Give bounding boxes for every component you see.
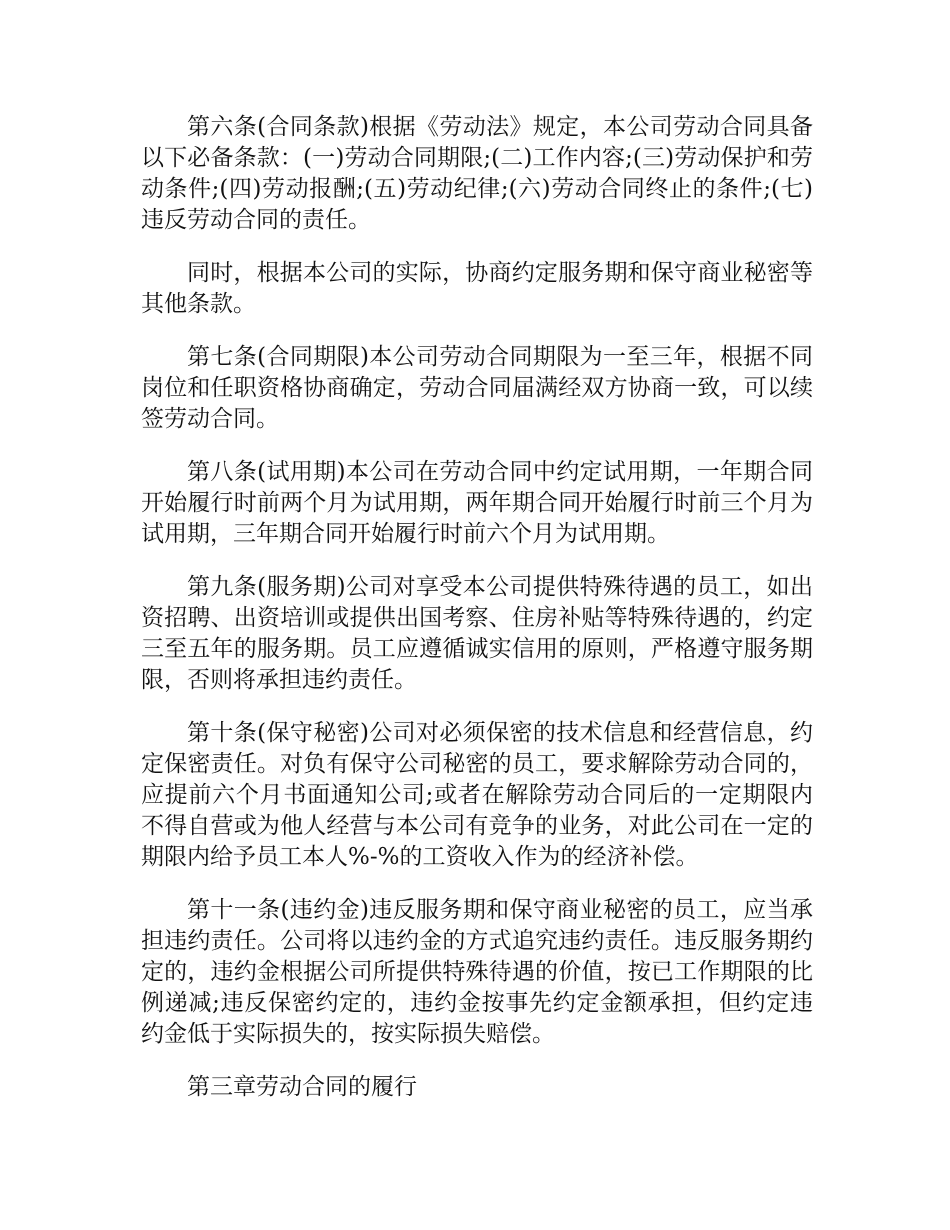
paragraph-article-9: 第九条(服务期)公司对享受本公司提供特殊待遇的员工，如出资招聘、出资培训或提供出国考察、住房补贴等特殊待遇的，约定三至五年的服务期。员工应遵循诚实信用的原则，严格遵守服务期限，否则将承担违约责任。: [141, 574, 813, 693]
chapter-heading: 第三章劳动合同的履行: [187, 1074, 417, 1100]
paragraph-article-6: 第六条(合同条款)根据《劳动法》规定，本公司劳动合同具备以下必备条款：(一)劳动合同期限;(二)工作内容;(三)劳动保护和劳动条件;(四)劳动报酬;(五)劳动纪律;(六)劳动合同终止的条件;(七)违反劳动合同的责任。: [141, 114, 813, 233]
paragraph-article-11: 第十一条(违约金)违反服务期和保守商业秘密的员工，应当承担违约责任。公司将以违约金的方式追究违约责任。违反服务期约定的，违约金根据公司所提供特殊待遇的价值，按已工作期限的比例递减;违反保密约定的，违约金按事先约定金额承担，但约定违约金低于实际损失的，按实际损失赔偿。: [141, 897, 813, 1047]
document-body: [141, 112, 813, 1125]
paragraph-article-10: 第十条(保守秘密)公司对必须保密的技术信息和经营信息，约定保密责任。对负有保守公司秘密的员工，要求解除劳动合同的，应提前六个月书面通知公司;或者在解除劳动合同后的一定期限内不得自营或为他人经营与本公司有竞争的业务，对此公司在一定的期限内给予员工本人%-%的工资收入作为的经济补偿。: [141, 720, 813, 870]
paragraph-additional-terms: 同时，根据本公司的实际，协商约定服务期和保守商业秘密等其他条款。: [141, 260, 813, 317]
paragraph-article-7: 第七条(合同期限)本公司劳动合同期限为一至三年，根据不同岗位和任职资格协商确定，劳动合同届满经双方协商一致，可以续签劳动合同。: [141, 344, 813, 432]
paragraph-article-8: 第八条(试用期)本公司在劳动合同中约定试用期，一年期合同开始履行时前两个月为试用期，两年期合同开始履行时前三个月为试用期，三年期合同开始履行时前六个月为试用期。: [141, 459, 813, 547]
